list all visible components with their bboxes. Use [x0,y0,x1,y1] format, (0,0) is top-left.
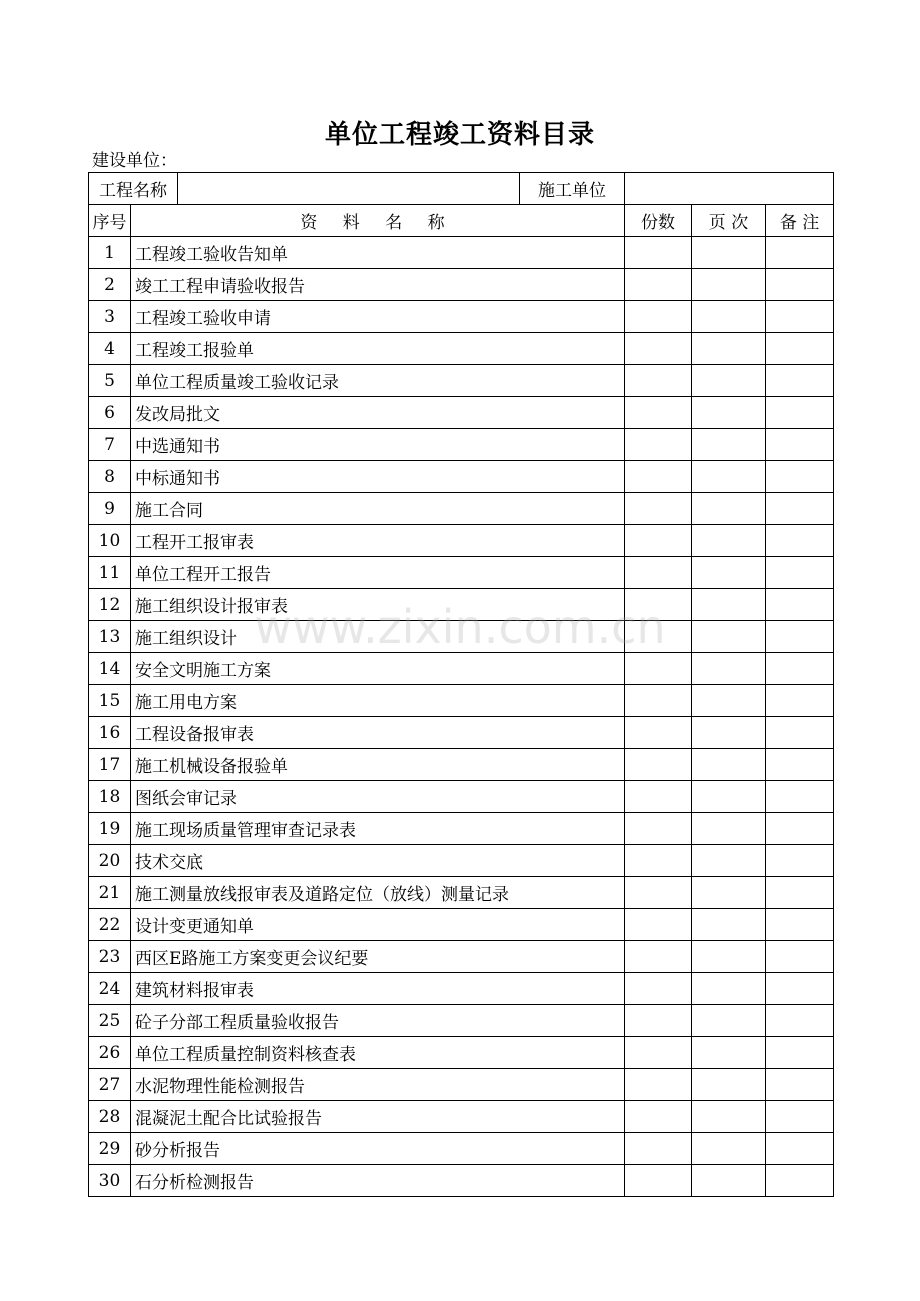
row-pages [692,1133,766,1165]
row-pages [692,781,766,813]
row-index: 20 [89,845,131,877]
row-pages [692,621,766,653]
row-pages [692,1037,766,1069]
row-remarks [766,301,834,333]
table-row [89,685,834,717]
project-name-value [178,173,520,205]
row-remarks [766,653,834,685]
table-row [89,237,834,269]
row-copies [625,717,692,749]
row-copies [625,1069,692,1101]
row-remarks [766,525,834,557]
row-document-name: 单位工程质量控制资料核查表 [131,1037,625,1069]
row-document-name: 发改局批文 [131,397,625,429]
row-index: 23 [89,941,131,973]
row-copies [625,813,692,845]
row-document-name: 单位工程开工报告 [131,557,625,589]
table-row [89,525,834,557]
row-document-name: 施工机械设备报验单 [131,749,625,781]
row-index: 28 [89,1101,131,1133]
row-document-name: 施工合同 [131,493,625,525]
row-document-name: 施工测量放线报审表及道路定位（放线）测量记录 [131,877,625,909]
row-document-name: 技术交底 [131,845,625,877]
row-pages [692,461,766,493]
watermark: www.zixin.com.cn [254,600,666,654]
row-index: 3 [89,301,131,333]
contractor-label: 施工单位 [520,173,625,205]
row-remarks [766,365,834,397]
row-index: 1 [89,237,131,269]
table-row [89,1101,834,1133]
table-row [89,717,834,749]
row-pages [692,941,766,973]
table-row [89,845,834,877]
row-remarks [766,1005,834,1037]
catalog-table [88,172,834,1197]
table-row [89,333,834,365]
row-document-name: 西区E路施工方案变更会议纪要 [131,941,625,973]
table-row [89,909,834,941]
row-index: 4 [89,333,131,365]
table-row [89,365,834,397]
row-pages [692,525,766,557]
row-copies [625,429,692,461]
row-remarks [766,717,834,749]
row-index: 29 [89,1133,131,1165]
row-document-name: 中标通知书 [131,461,625,493]
row-remarks [766,557,834,589]
row-index: 24 [89,973,131,1005]
table-row [89,653,834,685]
row-index: 5 [89,365,131,397]
row-copies [625,1005,692,1037]
row-copies [625,1037,692,1069]
row-pages [692,749,766,781]
row-copies [625,461,692,493]
table-row [89,461,834,493]
row-pages [692,397,766,429]
row-document-name: 安全文明施工方案 [131,653,625,685]
row-index: 13 [89,621,131,653]
row-document-name: 设计变更通知单 [131,909,625,941]
row-copies [625,269,692,301]
row-pages [692,269,766,301]
table-row [89,1165,834,1197]
table-row [89,493,834,525]
row-index: 7 [89,429,131,461]
table-row [89,877,834,909]
table-row [89,557,834,589]
table-row [89,1005,834,1037]
contractor-value [625,173,834,205]
row-document-name: 工程开工报审表 [131,525,625,557]
row-document-name: 施工用电方案 [131,685,625,717]
row-copies [625,1165,692,1197]
header-copies: 份数 [625,205,692,237]
row-remarks [766,749,834,781]
row-remarks [766,1037,834,1069]
row-document-name: 施工组织设计报审表 [131,589,625,621]
table-row [89,1069,834,1101]
row-document-name: 水泥物理性能检测报告 [131,1069,625,1101]
row-pages [692,1101,766,1133]
table-row [89,1133,834,1165]
row-document-name: 建筑材料报审表 [131,973,625,1005]
row-document-name: 施工组织设计 [131,621,625,653]
row-pages [692,845,766,877]
row-remarks [766,685,834,717]
table-row [89,269,834,301]
table-row [89,781,834,813]
row-copies [625,909,692,941]
row-pages [692,237,766,269]
row-copies [625,621,692,653]
row-copies [625,237,692,269]
row-document-name: 中选通知书 [131,429,625,461]
row-document-name: 工程竣工验收告知单 [131,237,625,269]
row-index: 11 [89,557,131,589]
row-index: 12 [89,589,131,621]
row-index: 6 [89,397,131,429]
row-copies [625,941,692,973]
row-remarks [766,845,834,877]
row-index: 16 [89,717,131,749]
row-index: 18 [89,781,131,813]
row-pages [692,717,766,749]
row-copies [625,653,692,685]
row-document-name: 工程竣工报验单 [131,333,625,365]
row-remarks [766,1069,834,1101]
row-copies [625,845,692,877]
row-pages [692,493,766,525]
header-name: 资 料 名 称 [131,205,625,237]
row-index: 15 [89,685,131,717]
row-index: 27 [89,1069,131,1101]
row-copies [625,749,692,781]
row-document-name: 工程设备报审表 [131,717,625,749]
row-pages [692,1165,766,1197]
row-remarks [766,397,834,429]
row-pages [692,909,766,941]
page-title: 单位工程竣工资料目录 [324,120,595,150]
row-remarks [766,909,834,941]
row-document-name: 混凝泥土配合比试验报告 [131,1101,625,1133]
row-document-name: 竣工工程申请验收报告 [131,269,625,301]
row-index: 17 [89,749,131,781]
row-document-name: 单位工程质量竣工验收记录 [131,365,625,397]
row-copies [625,685,692,717]
row-document-name: 工程竣工验收申请 [131,301,625,333]
row-index: 22 [89,909,131,941]
table-row [89,813,834,845]
row-remarks [766,461,834,493]
row-remarks [766,589,834,621]
row-pages [692,685,766,717]
header-pages: 页 次 [692,205,766,237]
row-copies [625,1101,692,1133]
row-remarks [766,1133,834,1165]
row-remarks [766,269,834,301]
row-pages [692,1069,766,1101]
row-copies [625,365,692,397]
table-row [89,1037,834,1069]
row-pages [692,365,766,397]
row-index: 26 [89,1037,131,1069]
row-index: 2 [89,269,131,301]
row-copies [625,781,692,813]
row-pages [692,813,766,845]
table-row [89,621,834,653]
row-remarks [766,941,834,973]
row-remarks [766,781,834,813]
table-row [89,301,834,333]
row-index: 10 [89,525,131,557]
row-pages [692,653,766,685]
header-index: 序号 [89,205,131,237]
row-pages [692,589,766,621]
row-copies [625,333,692,365]
row-document-name: 施工现场质量管理审查记录表 [131,813,625,845]
row-remarks [766,877,834,909]
row-index: 21 [89,877,131,909]
row-copies [625,973,692,1005]
header-row [89,205,834,237]
row-copies [625,1133,692,1165]
row-pages [692,333,766,365]
row-remarks [766,1165,834,1197]
row-index: 25 [89,1005,131,1037]
row-copies [625,877,692,909]
table-row [89,589,834,621]
row-pages [692,301,766,333]
row-remarks [766,813,834,845]
row-index: 14 [89,653,131,685]
row-index: 9 [89,493,131,525]
table-row [89,397,834,429]
header-remarks: 备 注 [766,205,834,237]
project-name-label: 工程名称 [89,173,178,205]
row-remarks [766,429,834,461]
row-copies [625,301,692,333]
row-copies [625,397,692,429]
row-copies [625,525,692,557]
row-index: 19 [89,813,131,845]
table-row [89,973,834,1005]
row-remarks [766,237,834,269]
row-copies [625,589,692,621]
table-row [89,429,834,461]
row-remarks [766,973,834,1005]
row-pages [692,1005,766,1037]
row-remarks [766,621,834,653]
row-document-name: 石分析检测报告 [131,1165,625,1197]
row-index: 8 [89,461,131,493]
row-pages [692,429,766,461]
table-row [89,749,834,781]
info-row [89,173,834,205]
row-copies [625,493,692,525]
row-document-name: 砂分析报告 [131,1133,625,1165]
row-remarks [766,1101,834,1133]
table-row [89,941,834,973]
row-index: 30 [89,1165,131,1197]
row-pages [692,877,766,909]
row-copies [625,557,692,589]
row-document-name: 图纸会审记录 [131,781,625,813]
row-pages [692,973,766,1005]
row-remarks [766,333,834,365]
row-document-name: 砼子分部工程质量验收报告 [131,1005,625,1037]
row-pages [692,557,766,589]
row-remarks [766,493,834,525]
owner-label: 建设单位： [92,151,177,171]
